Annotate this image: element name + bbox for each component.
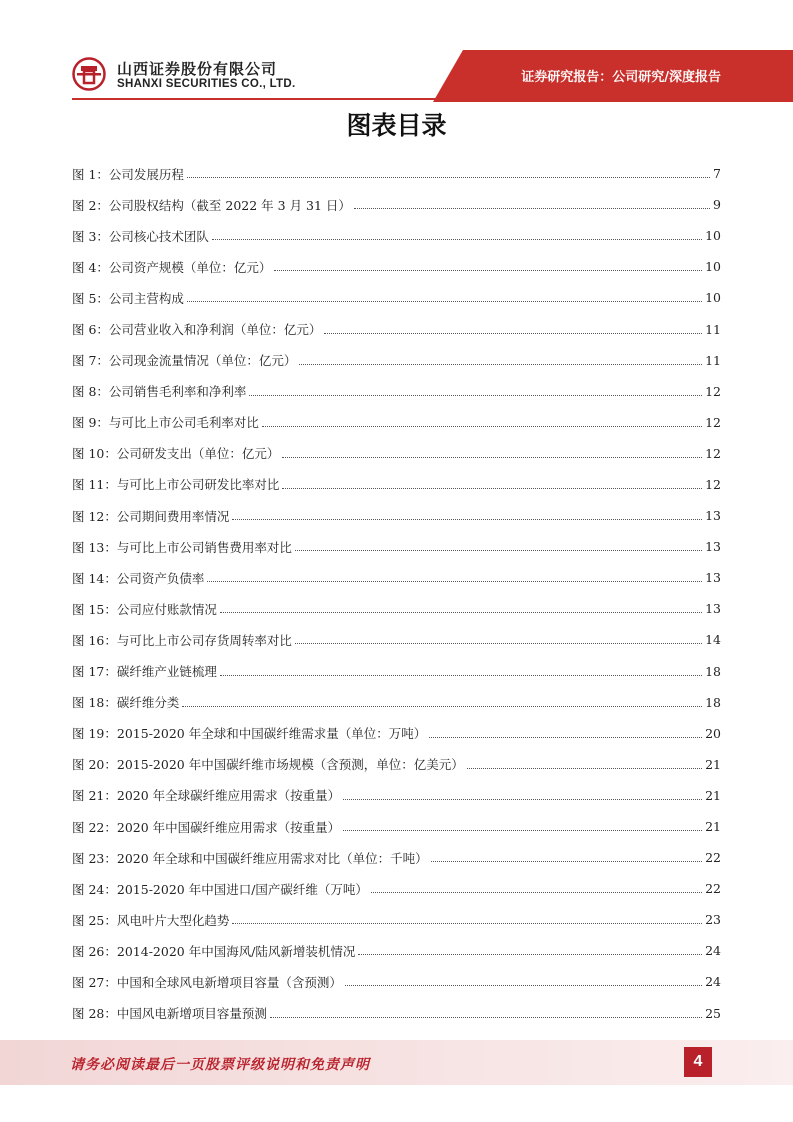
toc-entry-page[interactable]: 13 [705, 601, 721, 617]
toc-entry[interactable] [72, 842, 721, 873]
page-title: 图表目录 [346, 111, 447, 140]
toc-entry[interactable] [72, 220, 721, 251]
toc-entry[interactable] [72, 904, 721, 935]
toc-entry-page[interactable]: 10 [705, 259, 721, 275]
toc-entry-page[interactable]: 9 [713, 197, 721, 213]
toc-entry[interactable] [72, 407, 721, 438]
toc-entry-label[interactable]: 图 4：公司资产规模（单位：亿元） [72, 259, 272, 275]
toc-dot-leader [354, 208, 710, 209]
toc-entry-label[interactable]: 图 24：2015-2020 年中国进口/国产碳纤维（万吨） [72, 881, 368, 897]
toc-entry-label[interactable]: 图 2：公司股权结构（截至 2022 年 3 月 31 日） [72, 197, 351, 213]
toc-entry-page[interactable]: 14 [705, 632, 721, 648]
toc-entry-page[interactable]: 21 [705, 756, 721, 772]
toc-entry-label[interactable]: 图 16：与可比上市公司存货周转率对比 [72, 632, 292, 648]
toc-entry-label[interactable]: 图 5：公司主营构成 [72, 290, 184, 306]
toc-entry-page[interactable]: 7 [713, 166, 721, 182]
toc-entry-page[interactable]: 22 [705, 850, 721, 866]
toc-dot-leader [299, 364, 702, 365]
company-name-cn: 山西证券股份有限公司 [117, 60, 278, 78]
toc-entry[interactable] [72, 966, 721, 997]
toc-entry[interactable] [72, 718, 721, 749]
toc-entry-page[interactable]: 12 [705, 383, 721, 399]
toc-entry-label[interactable]: 图 13：与可比上市公司销售费用率对比 [72, 539, 292, 555]
toc-dot-leader [249, 395, 702, 396]
toc-entry-page[interactable]: 24 [705, 974, 721, 990]
toc-dot-leader [429, 737, 702, 738]
toc-entry[interactable] [72, 282, 721, 313]
toc-entry-label[interactable]: 图 18：碳纤维分类 [72, 695, 180, 711]
toc-entry-label[interactable]: 图 20：2015-2020 年中国碳纤维市场规模（含预测，单位：亿美元） [72, 757, 464, 773]
toc-dot-leader [262, 426, 702, 427]
toc-entry[interactable] [72, 469, 721, 500]
toc-entry-label[interactable]: 图 27：中国和全球风电新增项目容量（含预测） [72, 974, 342, 990]
toc-dot-leader [295, 643, 702, 644]
figure-toc [72, 158, 721, 1029]
toc-entry-label[interactable]: 图 3：公司核心技术团队 [72, 228, 209, 244]
toc-entry-page[interactable]: 12 [705, 445, 721, 461]
toc-entry-page[interactable]: 23 [705, 912, 721, 928]
toc-entry-label[interactable]: 图 12：公司期间费用率情况 [72, 508, 230, 524]
toc-dot-leader [187, 177, 710, 178]
toc-entry[interactable] [72, 438, 721, 469]
toc-dot-leader [207, 581, 702, 582]
toc-entry-label[interactable]: 图 25：风电叶片大型化趋势 [72, 912, 230, 928]
toc-entry-label[interactable]: 图 9：与可比上市公司毛利率对比 [72, 415, 259, 431]
toc-entry[interactable] [72, 562, 721, 593]
page-header [0, 0, 793, 102]
toc-dot-leader [324, 333, 702, 334]
toc-entry-page[interactable]: 10 [705, 228, 721, 244]
toc-entry-label[interactable]: 图 10：公司研发支出（单位：亿元） [72, 446, 280, 462]
toc-entry[interactable] [72, 687, 721, 718]
toc-entry[interactable] [72, 935, 721, 966]
toc-entry-label[interactable]: 图 1：公司发展历程 [72, 166, 184, 182]
toc-dot-leader [358, 954, 702, 955]
toc-entry[interactable] [72, 531, 721, 562]
toc-entry-label[interactable]: 图 7：公司现金流量情况（单位：亿元） [72, 353, 297, 369]
toc-entry-page[interactable]: 21 [705, 819, 721, 835]
toc-dot-leader [467, 768, 702, 769]
report-type: 证券研究报告：公司研究/深度报告 [521, 70, 721, 85]
page-number: 4 [684, 1047, 712, 1077]
toc-entry-page[interactable]: 10 [705, 290, 721, 306]
toc-entry[interactable] [72, 780, 721, 811]
toc-entry-page[interactable]: 13 [705, 508, 721, 524]
toc-entry[interactable] [72, 593, 721, 624]
toc-entry[interactable] [72, 189, 721, 220]
toc-dot-leader [187, 301, 702, 302]
toc-dot-leader [343, 799, 702, 800]
toc-entry-page[interactable]: 18 [705, 663, 721, 679]
toc-dot-leader [371, 892, 702, 893]
company-name-en: SHANXI SECURITIES CO., LTD. [117, 78, 296, 90]
toc-entry-page[interactable]: 18 [705, 694, 721, 710]
toc-dot-leader [295, 550, 702, 551]
toc-entry-label[interactable]: 图 23：2020 年全球和中国碳纤维应用需求对比（单位：千吨） [72, 850, 428, 866]
toc-entry-page[interactable]: 11 [705, 321, 721, 337]
toc-entry[interactable] [72, 376, 721, 407]
disclaimer-notice: 请务必阅读最后一页股票评级说明和免责声明 [70, 1057, 370, 1073]
toc-entry-label[interactable]: 图 21：2020 年全球碳纤维应用需求（按重量） [72, 788, 341, 804]
toc-entry-page[interactable]: 13 [705, 570, 721, 586]
toc-entry-page[interactable]: 11 [705, 352, 721, 368]
toc-dot-leader [345, 985, 702, 986]
toc-dot-leader [212, 239, 702, 240]
toc-dot-leader [343, 830, 702, 831]
toc-entry-page[interactable]: 13 [705, 539, 721, 555]
toc-entry-page[interactable]: 21 [705, 787, 721, 803]
company-logo-icon [72, 57, 106, 91]
toc-entry-label[interactable]: 图 19：2015-2020 年全球和中国碳纤维需求量（单位：万吨） [72, 726, 427, 742]
toc-dot-leader [282, 457, 702, 458]
toc-entry[interactable] [72, 624, 721, 655]
toc-entry-label[interactable]: 图 17：碳纤维产业链梳理 [72, 664, 217, 680]
toc-entry[interactable] [72, 998, 721, 1029]
toc-dot-leader [232, 923, 702, 924]
toc-entry-page[interactable]: 12 [705, 414, 721, 430]
toc-entry[interactable] [72, 251, 721, 282]
toc-dot-leader [431, 861, 702, 862]
toc-dot-leader [232, 519, 702, 520]
toc-entry-page[interactable]: 12 [705, 476, 721, 492]
toc-entry[interactable] [72, 749, 721, 780]
toc-entry-label[interactable]: 图 6：公司营业收入和净利润（单位：亿元） [72, 322, 322, 338]
toc-dot-leader [282, 488, 702, 489]
toc-dot-leader [270, 1017, 702, 1018]
toc-entry-page[interactable]: 24 [705, 943, 721, 959]
toc-entry-label[interactable]: 图 26：2014-2020 年中国海风/陆风新增装机情况 [72, 943, 356, 959]
toc-entry[interactable] [72, 656, 721, 687]
toc-entry-page[interactable]: 25 [705, 1005, 721, 1021]
toc-entry-page[interactable]: 20 [705, 725, 721, 741]
toc-entry-label[interactable]: 图 11：与可比上市公司研发比率对比 [72, 477, 280, 493]
toc-entry[interactable] [72, 313, 721, 344]
toc-entry[interactable] [72, 811, 721, 842]
toc-entry-label[interactable]: 图 14：公司资产负债率 [72, 570, 205, 586]
toc-dot-leader [182, 706, 702, 707]
toc-entry-label[interactable]: 图 28：中国风电新增项目容量预测 [72, 1006, 267, 1022]
toc-entry[interactable] [72, 158, 721, 189]
toc-entry-label[interactable]: 图 15：公司应付账款情况 [72, 601, 217, 617]
toc-dot-leader [220, 675, 702, 676]
toc-entry-page[interactable]: 22 [705, 881, 721, 897]
toc-entry[interactable] [72, 873, 721, 904]
toc-entry[interactable] [72, 345, 721, 376]
toc-entry-label[interactable]: 图 8：公司销售毛利率和净利率 [72, 384, 247, 400]
toc-entry[interactable] [72, 500, 721, 531]
toc-dot-leader [220, 612, 702, 613]
toc-entry-label[interactable]: 图 22：2020 年中国碳纤维应用需求（按重量） [72, 819, 341, 835]
toc-dot-leader [274, 270, 702, 271]
